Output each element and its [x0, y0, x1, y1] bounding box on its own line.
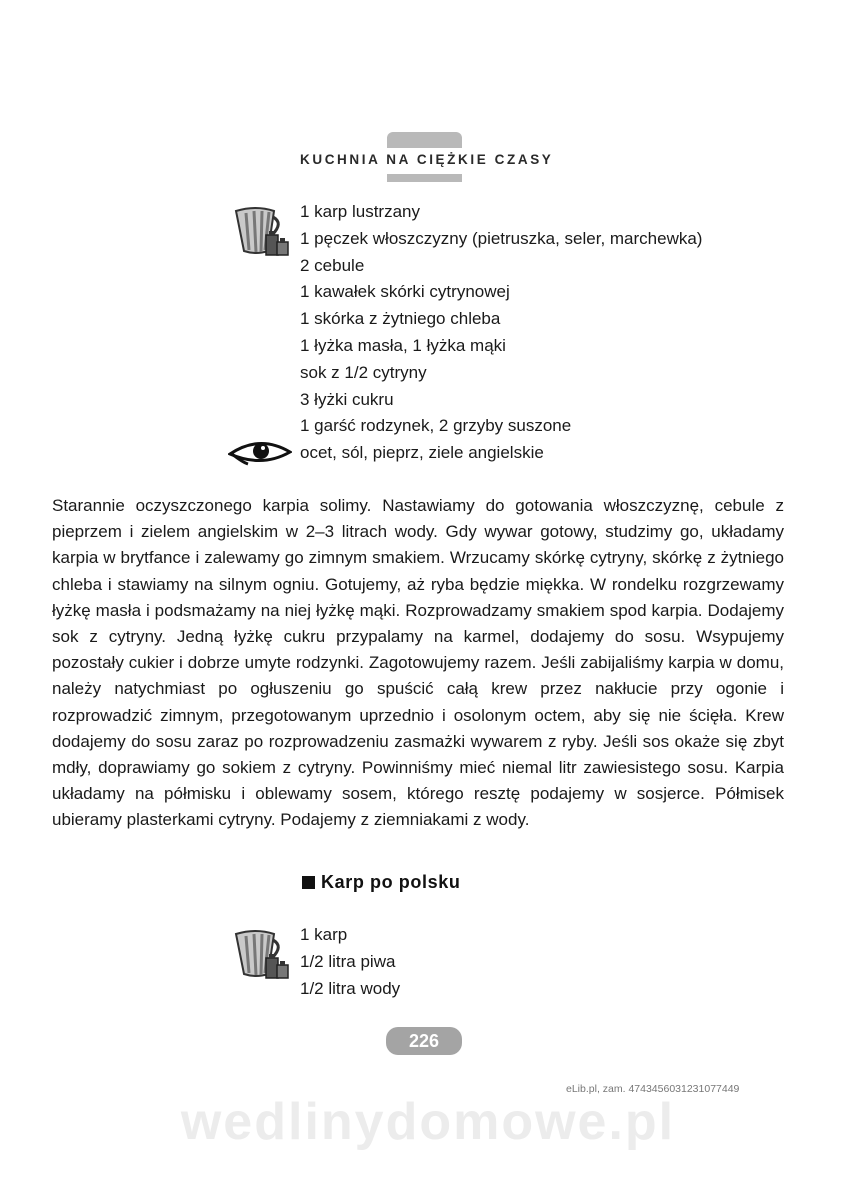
- ingredient-list-karp-lustrzany: [300, 199, 702, 467]
- ingredient-item: 1 kawałek skórki cytrynowej: [300, 282, 510, 302]
- ingredient-item: 1 pęczek włoszczyzny (pietruszka, seler, marchewka): [300, 228, 703, 248]
- recipe-heading-text: Karp po polsku: [321, 872, 461, 892]
- square-bullet-icon: [302, 876, 315, 889]
- eye-icon: [228, 436, 292, 466]
- kitchen-utensils-icon: [232, 205, 290, 257]
- watermark: wedlinydomowe.pl: [180, 1093, 676, 1151]
- ingredient-item: 1 karp lustrzany: [300, 202, 420, 221]
- header-bar-decoration: [387, 174, 462, 182]
- ingredient-item: 1/2 litra wody: [300, 978, 401, 998]
- ingredient-item: 1 garść rodzynek, 2 grzyby suszone: [300, 416, 572, 436]
- page-number: 226: [386, 1027, 462, 1055]
- ingredient-item: 1 karp: [300, 925, 348, 944]
- recipe-instructions: Starannie oczyszczonego karpia solimy. Nastawiamy do gotowania włoszczyznę, cebule z pieprzem i zielem angielskim w 2–3 litrach wody. Gdy wywar gotowy, studzimy go, układamy karpia w brytfance i zalewamy go zimnym smakiem. Wrzucamy skórkę cytryny, skórkę z żytniego chleba i stawiamy na silnym ogniu. Gotujemy, aż ryba będzie miękka. W rondelku rozgrzewamy łyżkę masła i podsmażamy na niej łyżkę mąki. Rozprowadzamy smakiem spod karpia. Dodajemy sok z cytryny. Jedną łyżkę cukru przypalamy na karmel, dodajemy do sosu. Wsypujemy pozostały cukier i dobrze umyte rodzynki. Zagotowujemy razem. Jeśli zabijaliśmy karpia w domu, należy natychmiast po ogłuszeniu go spuścić całą krew przez nakłucie przy ogonie i rozprowadzić zimnym, przegotowanym uprzednio i osolonym octem, aby się nie ścięła. Krew dodajemy do sosu zaraz po rozprowadzeniu zasmażki wywarem z ryby. Jeśli sos okaże się zbyt mdły, doprawiamy go sokiem z cytryny. Powinniśmy mieć niemal litr zawiesistego sosu. Karpia układamy na półmisku i oblewamy sosem, którego resztę podajemy w sosjerce. Półmisek ubieramy plasterkami cytryny. Podajemy z ziemniakami z wody.: [52, 496, 784, 830]
- ingredient-item: 1 skórka z żytniego chleba: [300, 309, 501, 329]
- ingredient-item: 1/2 litra piwa: [300, 951, 396, 971]
- ingredient-item: 1 łyżka masła, 1 łyżka mąki: [300, 335, 506, 355]
- ingredient-item: sok z 1/2 cytryny: [300, 362, 427, 382]
- ingredient-item: ocet, sól, pieprz, ziele angielskie: [300, 443, 544, 463]
- running-header-title: KUCHNIA NA CIĘŻKIE CZASY: [300, 152, 554, 167]
- recipe-heading: [302, 872, 460, 893]
- ingredient-list-karp-po-polsku: [300, 922, 400, 1002]
- ingredient-item: 2 cebule: [300, 255, 365, 275]
- kitchen-utensils-icon: [232, 928, 290, 980]
- header-tab-decoration: [387, 132, 462, 148]
- footer-order-note: eLib.pl, zam. 4743456031231077449: [566, 1083, 740, 1095]
- ingredient-item: 3 łyżki cukru: [300, 389, 394, 409]
